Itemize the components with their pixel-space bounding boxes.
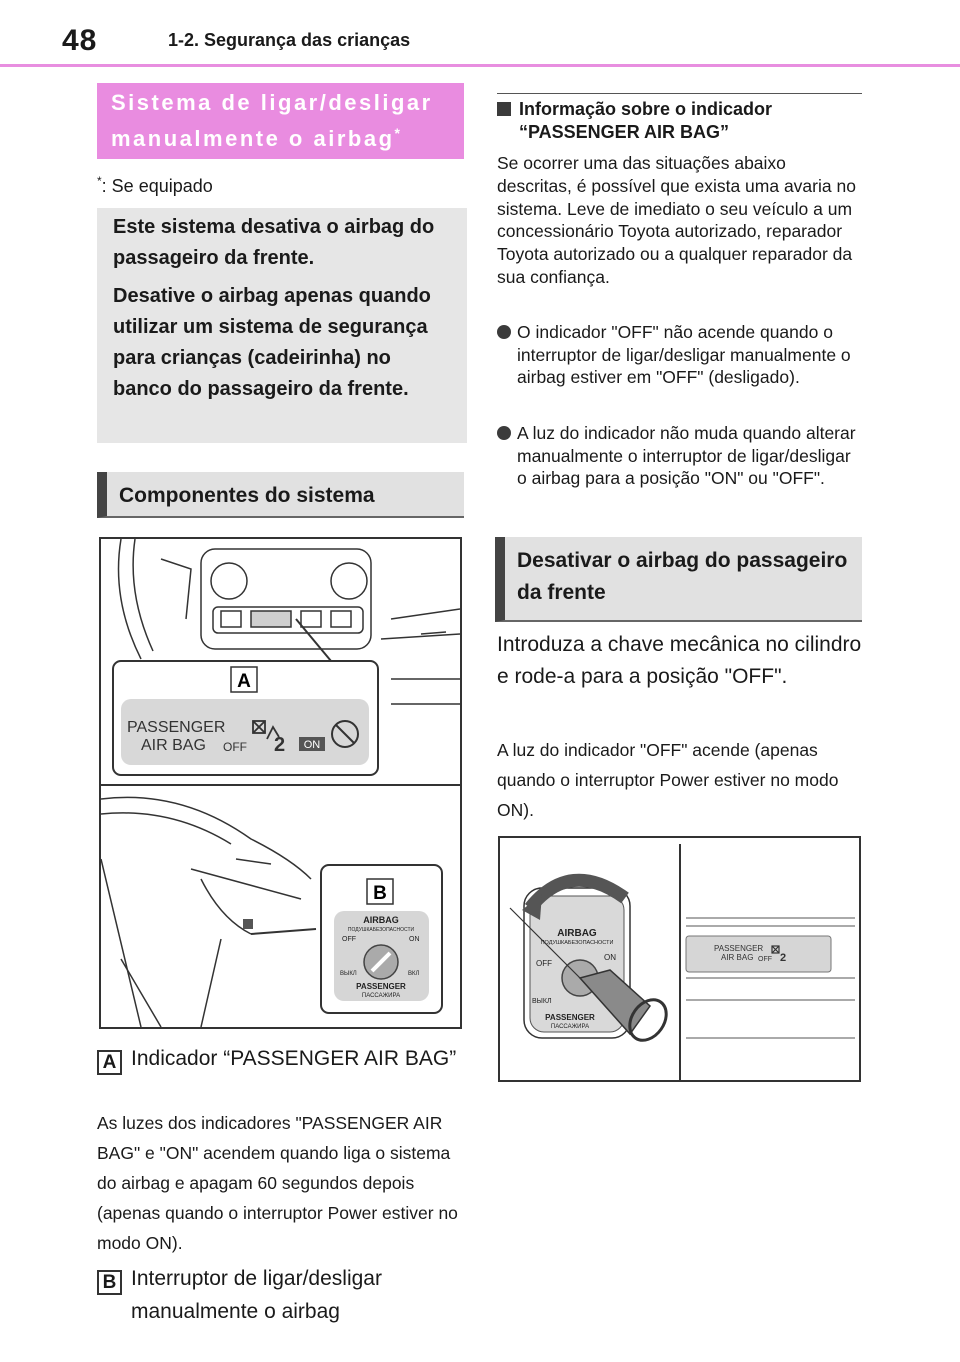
fig2-switch-passenger: PASSENGER xyxy=(545,1013,595,1022)
indicator-off: OFF xyxy=(223,740,247,754)
deactivate-instruction: Introduza a chave mecânica no cilindro e rode-a para a posição "OFF". xyxy=(497,633,862,688)
deactivate-figure xyxy=(498,836,861,1082)
indicator-window xyxy=(251,611,291,627)
footnote-mark: * xyxy=(97,174,102,188)
legend-description-a: As luzes dos indicadores "PASSENGER AIR BAG" e "ON" acendem quando liga o sistema do airbag e apagam 60 segundos depois (apenas quando o interruptor Power estiver no modo ON). xyxy=(97,1113,458,1253)
switch-location xyxy=(243,919,253,929)
deactivate-note: A luz do indicador "OFF" acende (apenas quando o interruptor Power estiver no modo ON). xyxy=(497,740,839,820)
components-illustration xyxy=(101,539,460,1027)
square-bullet-icon xyxy=(497,102,511,116)
switch-airbag-ru: ПОДУШКАБЕЗОПАСНОСТИ xyxy=(347,927,415,933)
notice-box xyxy=(97,208,467,443)
legend-badge-b: B xyxy=(97,1270,122,1295)
dash-line-right xyxy=(391,609,460,619)
glovebox-line-8 xyxy=(201,939,221,1027)
indicator-on: ON xyxy=(303,739,321,751)
notice-paragraph-1: Este sistema desativa o airbag do passageiro da frente. xyxy=(113,216,435,269)
glovebox-line-2 xyxy=(101,813,231,844)
info-intro: Se ocorrer uma das situações abaixo descritas, é possível que exista uma avaria no sistema. Leve de imediato o seu veículo a um concessionário Toyota autorizado, reparador Toyota autorizado ou a qualquer reparador da sua confiança. xyxy=(497,153,856,287)
callout-b-letter: B xyxy=(373,883,387,904)
components-heading: Componentes do sistema xyxy=(97,472,464,518)
switch-airbag: AIRBAG xyxy=(363,915,399,925)
indicator-line-1: PASSENGER xyxy=(127,719,226,736)
legend-label-a: Indicador “PASSENGER AIR BAG” xyxy=(131,1047,457,1070)
glovebox-line-1 xyxy=(101,797,311,879)
switch-off-ru: ВЫКЛ xyxy=(340,971,357,977)
main-title-mark: * xyxy=(394,125,400,141)
section-header: 1-2. Segurança das crianças xyxy=(168,30,411,50)
fig2-indicator-panel xyxy=(686,936,831,972)
info-bullet-1-text: O indicador "OFF" não acende quando o interruptor de ligar/desligar manualmente o airbag estiver em "OFF" (desligado). xyxy=(517,322,851,387)
deactivate-illustration xyxy=(500,838,859,1080)
glovebox-line-4 xyxy=(236,859,271,864)
page-number: 48 xyxy=(62,24,98,57)
control-button-1 xyxy=(221,611,241,627)
round-bullet-icon xyxy=(497,325,511,339)
main-title-text: Sistema de ligar/desligar manualmente o airbag xyxy=(111,90,433,151)
steering-wheel-line xyxy=(119,539,142,659)
fig2-switch-off: OFF xyxy=(536,959,552,968)
deactivate-heading: Desativar o airbag do passageiro da frente xyxy=(495,537,862,622)
dash-detail xyxy=(421,632,446,634)
control-button-2 xyxy=(301,611,321,627)
switch-on-ru: ВКЛ xyxy=(408,971,420,977)
switch-off: OFF xyxy=(342,936,356,943)
fig2-indicator-2-mark: 2 xyxy=(780,952,787,964)
indicator-line-2: AIR BAG xyxy=(141,737,206,754)
dash-line-right-2 xyxy=(381,634,460,639)
pointer-line-b xyxy=(251,929,316,934)
info-heading xyxy=(497,98,862,144)
fig2-switch-airbag: AIRBAG xyxy=(557,928,597,939)
info-bullet-1 xyxy=(497,321,862,389)
switch-on: ON xyxy=(409,936,420,943)
footnote-text: : Se equipado xyxy=(101,176,213,196)
glovebox-line-3 xyxy=(191,869,301,899)
glovebox-line-6 xyxy=(101,859,141,1027)
fig2-indicator-line-1: PASSENGER xyxy=(714,944,764,953)
info-heading-text: Informação sobre o indicador “PASSENGER AIR BAG” xyxy=(519,99,773,142)
round-bullet-icon xyxy=(497,426,511,440)
fig2-switch-airbag-ru: ПОДУШКАБЕЗОПАСНОСТИ xyxy=(540,940,614,946)
vent-left xyxy=(211,563,247,599)
dash-line xyxy=(161,559,191,619)
fig2-switch-on: ON xyxy=(604,953,616,962)
control-button-3 xyxy=(331,611,351,627)
header-rule xyxy=(0,64,960,67)
components-figure xyxy=(99,537,462,1029)
fig2-switch-passenger-ru: ПАССАЖИРА xyxy=(550,1024,590,1030)
notice-paragraph-2: Desative o airbag apenas quando utilizar um sistema de segurança para crianças (cadeirinha) no banco do passageiro da frente. xyxy=(113,285,431,400)
info-bullet-2-text: A luz do indicador não muda quando alterar manualmente o interruptor de ligar/desligar o airbag para a posição "ON" ou "OFF". xyxy=(517,423,856,488)
fig2-indicator-off: OFF xyxy=(758,956,772,963)
callout-a-letter: A xyxy=(237,671,251,692)
info-rule xyxy=(497,93,862,94)
pointer-line-a xyxy=(296,619,331,661)
fig2-indicator-line-2: AIR BAG xyxy=(721,953,754,962)
indicator-2-mark: 2 xyxy=(274,734,286,756)
fig2-switch-off-ru: ВЫКЛ xyxy=(532,998,552,1005)
glovebox-line-7 xyxy=(121,959,161,1027)
vent-right xyxy=(331,563,367,599)
steering-wheel-line-2 xyxy=(133,539,153,651)
legend-badge-a: A xyxy=(97,1050,122,1075)
switch-passenger: PASSENGER xyxy=(356,982,406,991)
switch-passenger-ru: ПАССАЖИРА xyxy=(361,993,401,999)
main-title xyxy=(97,83,464,159)
footnote xyxy=(97,174,213,197)
legend-label-b: Interruptor de ligar/desligar manualmente o airbag xyxy=(131,1267,382,1323)
legend-item-b xyxy=(97,1262,467,1328)
info-bullet-2 xyxy=(497,422,862,490)
legend-item-a xyxy=(97,1042,467,1075)
